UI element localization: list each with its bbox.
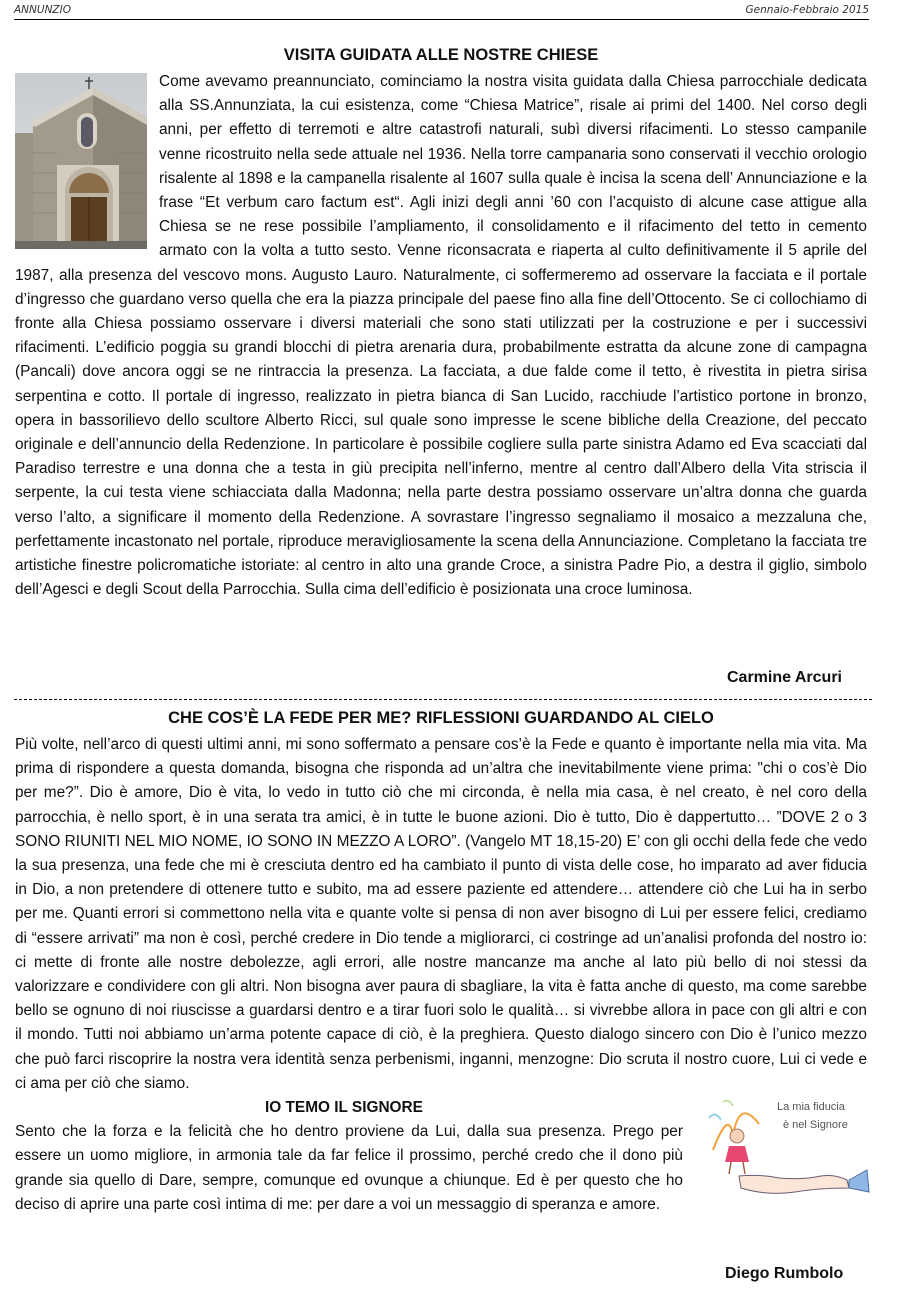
header-publication-name: ANNUNZIO	[14, 4, 71, 16]
faith-illustration	[699, 1088, 871, 1200]
article2-author: Diego Rumbolo	[725, 1265, 844, 1282]
page-header	[14, 2, 869, 20]
illustration-caption-line1: La mia fiducia	[777, 1101, 845, 1114]
header-rule	[14, 19, 869, 20]
article1-author: Carmine Arcuri	[727, 669, 842, 686]
article2-body: Più volte, nell’arco di questi ultimi anni, mi sono soffermato a pensare cos’è la Fede e quanto è importante nella mia vita. Ma prima di rispondere a questa domanda, bisogna che risponda ad un’altra che inevitabilmente viene prima: "chi o cos’è Dio per me?”. Dio è amore, Dio è vita, lo vedo in tutto ciò che mi circonda, è nella mia casa, è nel creato, è nel coro della parrocchia, è nello sport, è in una serata tra amici, è in tutte le buone azioni. Dio è tutto, Dio è dappertutto… ”DOVE 2 o 3 SONO RIUNITI NEL MIO NOME, IO SONO IN MEZZO A LORO”. (Vangelo MT 18,15-20) E’ con gli occhi della fede che vedo la sua presenza, una fede che mi è cresciuta dentro ed ha cambiato il punto di vista delle cose, ho imparato ad aver fiducia in Dio, a non pretendere di ottenere tutto e subito, ma ad essere paziente ed attendere… attendere ciò che Lui ha in serbo per me. Quanti errori si commettono nella vita e quante volte si pensa di non aver bisogno di Lui per essere felici, crediamo di “essere arrivati” ma non è così, perché credere in Dio tende a migliorarci, ci costringe ad un’analisi profonda del nostro io: ci mette di fronte alle nostre debolezze, agli errori, alle nostre mancanze ma anche al lato più bello di noi stessi da valorizzare e condividere con gli altri. Non bisogna aver paura di sbagliare, la vita è fatta anche di questo, ma come sarebbe bello se ognuno di noi riuscisse a guardarsi dentro e a tirar fuori solo le qualità… si vivrebbe allora in pace con gli altri e con il mondo. Tutti noi abbiamo un’arma potente capace di ciò, è la preghiera. Questo dialogo sincero con Dio è l’unico mezzo che può farci riscoprire la nostra vera identità senza perbenismi, inganni, menzogne: Dio scruta il nostro cuore, Lui ci vede e ci ama per ciò che siamo.	[15, 736, 867, 1092]
illustration-caption-line2: è nel Signore	[783, 1119, 848, 1132]
header-issue-date: Gennaio-Febbraio 2015	[745, 4, 869, 16]
article2-title: CHE COS’È LA FEDE PER ME? RIFLESSIONI GUARDANDO AL CIELO	[168, 709, 714, 727]
article1	[15, 70, 867, 602]
hand-and-child-drawing	[699, 1088, 871, 1200]
article1-body: Come avevamo preannunciato, cominciamo la nostra visita guidata dalla Chiesa parrocchiale dedicata alla SS.Annunziata, la cui esistenza, come “Chiesa Matrice”, risale ai primi del 1400. Nel corso degli anni, per effetto di terremoti e altre catastrofi naturali, subì diversi rifacimenti. Lo stesso campanile venne ricostruito nella sede attuale nel 1936. Nella torre campanaria sono conservati il vecchio orologio risalente al 1898 e la campanella risalente al 1607 sulla quale è incisa la scena dell’ Annunciazione e la frase “Et verbum caro factum est“. Agli inizi degli anni ’60 con l’acquisto di alcune case attigue alla Chiesa se ne rese possibile l’ampliamento, il consolidamento e il rifacimento del tetto in cemento armato con la volta a tutto sesto. Venne riconsacrata e riaperta al culto definitivamente il 5 aprile del 1987, alla presenza del vescovo mons. Augusto Lauro. Naturalmente, ci soffermeremo ad osservare la facciata e il portale d’ingresso che guardano verso quella che era la piazza principale del paese fino alla fine dell’Ottocento. Se ci collochiamo di fronte alla Chiesa possiamo osservare i diversi materiali che sono stati utilizzati per la costruzione e per i successivi rifacimenti. L’edificio poggia su grandi blocchi di pietra arenaria dura, probabilmente estratta da alcune zone di campagna (Pancali) dove ancora oggi se ne rintraccia la presenza. La facciata, a due falde come il tetto, è rivestita in pietra sirisa serpentina e cotto. Il portale di ingresso, realizzato in pietra bianca di San Lucido, racchiude l’artistico portone in bronzo, opera in bassorilievo dello scultore Alberto Ricci, sul quale sono impresse le scene bibliche della Creazione, del peccato originale e dell’annuncio della Redenzione. In particolare è possibile cogliere sulla parte sinistra Adamo ed Eva scacciati dal Paradiso terrestre e una donna che a testa in giù precipita nell’inferno, mentre al centro dall’Albero della Vita striscia il serpente, la cui testa viene schiacciata dalla Madonna; nella parte destra possiamo osservare un’altra donna che guarda verso l’alto, a significare il momento della Redenzione. A sovrastare l’ingresso segnaliamo il mosaico a mezzaluna che, perfettamente incastonato nel portale, riproduce meravigliosamente la scena della Annunciazione. Completano la facciata tre artistiche finestre policromatiche istoriate: al centro in alto una grande Croce, a sinistra Padre Pio, a destra il giglio, simbolo dell’Agesci e degli Scout della Parrocchia. Sulla cima dell’edificio è posizionata una croce luminosa.	[15, 73, 867, 599]
church-photo	[15, 73, 147, 249]
article2-subtitle: IO TEMO IL SIGNORE	[265, 1099, 423, 1117]
article2	[15, 733, 867, 1217]
section-divider	[14, 699, 872, 700]
article1-title: VISITA GUIDATA ALLE NOSTRE CHIESE	[283, 46, 599, 64]
article2-body2: Sento che la forza e la felicità che ho dentro proviene da Lui, dalla sua presenza. Prego per essere un uomo migliore, in armonia tale da far felice il prossimo, perché credo che il dono più grande sia quello di Dare, sempre, comunque ed ovunque a chiunque. Ed è per questo che ho deciso di aprire una parte così intima di me: per dare a voi un messaggio di speranza e amore.	[15, 1123, 683, 1213]
church-facade-image	[15, 73, 147, 249]
